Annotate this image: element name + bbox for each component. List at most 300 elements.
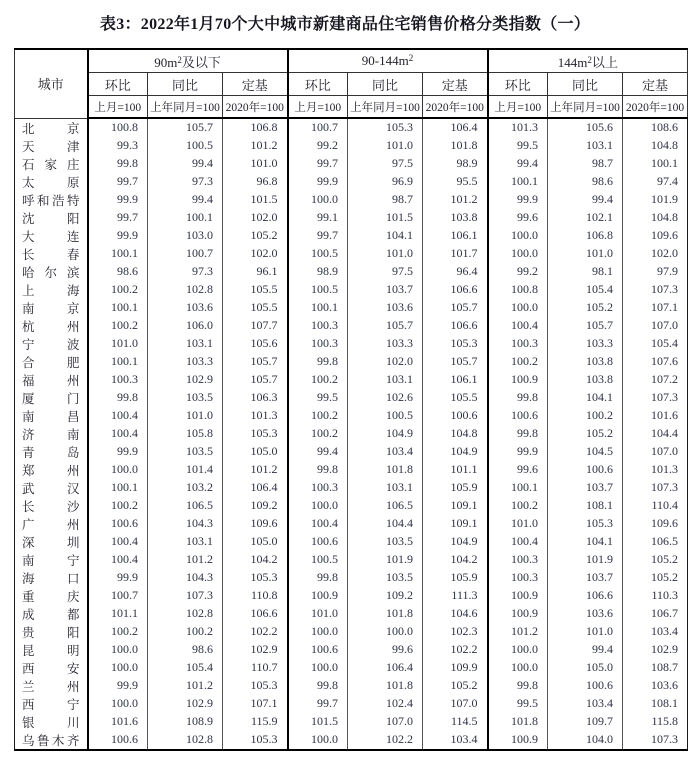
value-cell-yoy: 101.0	[548, 623, 623, 641]
value-cell-mom: 100.7	[288, 118, 348, 137]
city-name-cell: 贵阳	[15, 623, 88, 641]
value-cell-fixed-base: 105.2	[651, 570, 679, 584]
value-cell-mom: 100.2	[88, 497, 148, 515]
value-cell-mom: 100.9	[488, 731, 548, 750]
value-cell-mom: 99.8	[288, 461, 348, 479]
value-cell-mom: 99.4	[488, 155, 548, 173]
city-name-cell: 哈尔滨	[15, 263, 88, 281]
value-cell-mom: 100.2	[288, 371, 348, 389]
value-cell-mom: 100.0	[88, 641, 148, 659]
value-cell-mom: 99.9	[488, 443, 548, 461]
value-cell-yoy: 100.0	[348, 623, 423, 641]
value-cell-mom: 100.5	[288, 245, 348, 263]
col-header-mom: 环比	[88, 73, 148, 96]
value-cell-mom: 100.1	[88, 479, 148, 497]
value-cell-fixed-base: 102.0	[651, 246, 679, 260]
value-cell-yoy: 102.8	[148, 281, 223, 299]
value-cell-yoy: 103.2	[148, 479, 223, 497]
value-cell-yoy: 105.3	[548, 515, 623, 533]
value-cell-yoy: 104.1	[548, 533, 623, 551]
value-cell-yoy: 97.3	[148, 263, 223, 281]
value-cell-fixed-base: 105.6	[223, 335, 288, 353]
table-row	[15, 173, 688, 191]
city-name-cell: 上海	[15, 281, 88, 299]
value-cell-yoy: 107.3	[148, 587, 223, 605]
value-cell-yoy: 102.2	[348, 731, 423, 750]
value-cell-fixed-base: 101.3	[223, 407, 288, 425]
value-cell-mom: 99.5	[288, 389, 348, 407]
value-cell-fixed-base: 102.3	[423, 623, 488, 641]
value-cell-yoy: 101.8	[348, 461, 423, 479]
value-cell-mom: 100.0	[488, 659, 548, 677]
table-row	[15, 118, 688, 137]
value-cell-yoy: 101.0	[148, 407, 223, 425]
table-row	[15, 533, 688, 551]
city-name-cell: 石家庄	[15, 155, 88, 173]
value-cell-mom: 100.6	[88, 515, 148, 533]
value-cell-yoy: 103.1	[148, 335, 223, 353]
col-header-fixed-base: 定基	[223, 73, 288, 96]
value-cell-yoy: 104.0	[548, 731, 623, 750]
value-cell-mom: 100.1	[488, 479, 548, 497]
value-cell-yoy: 105.2	[548, 299, 623, 317]
value-cell-fixed-base: 101.8	[423, 137, 488, 155]
value-cell-yoy: 103.8	[548, 371, 623, 389]
value-cell-fixed-base: 106.1	[423, 227, 488, 245]
value-cell-fixed-base: 102.2	[423, 641, 488, 659]
city-name-cell: 天津	[15, 137, 88, 155]
value-cell-fixed-base: 103.6	[651, 678, 679, 692]
value-cell-yoy: 103.4	[348, 443, 423, 461]
value-cell-yoy: 101.0	[548, 245, 623, 263]
value-cell-fixed-base: 105.7	[223, 353, 288, 371]
value-cell-mom: 100.6	[288, 641, 348, 659]
table-row	[15, 299, 688, 317]
value-cell-yoy: 101.8	[348, 677, 423, 695]
value-cell-mom: 100.6	[88, 731, 148, 750]
value-cell-mom: 99.9	[88, 191, 148, 209]
value-cell-yoy: 103.6	[548, 605, 623, 623]
value-cell-fixed-base: 110.7	[223, 659, 288, 677]
value-cell-mom: 99.5	[488, 695, 548, 713]
value-cell-mom: 100.1	[488, 173, 548, 191]
city-name-cell: 大连	[15, 227, 88, 245]
value-cell-mom: 100.0	[488, 641, 548, 659]
value-cell-mom: 100.0	[88, 461, 148, 479]
value-cell-fixed-base: 110.3	[651, 588, 679, 602]
value-cell-mom: 101.2	[488, 623, 548, 641]
city-name-cell: 南京	[15, 299, 88, 317]
value-cell-yoy: 101.4	[148, 461, 223, 479]
base-label-prev-month: 上月=100	[288, 96, 348, 119]
value-cell-mom: 99.8	[488, 389, 548, 407]
base-label-2020: 2020年=100	[623, 96, 688, 119]
value-cell-mom: 99.9	[88, 677, 148, 695]
value-cell-fixed-base: 106.7	[651, 606, 679, 620]
value-cell-fixed-base: 115.8	[651, 714, 679, 728]
value-cell-yoy: 103.1	[148, 533, 223, 551]
value-cell-yoy: 104.3	[148, 515, 223, 533]
value-cell-fixed-base: 102.2	[223, 623, 288, 641]
value-cell-fixed-base: 102.0	[223, 245, 288, 263]
table-row	[15, 569, 688, 587]
value-cell-fixed-base: 111.3	[423, 587, 488, 605]
value-cell-mom: 100.6	[288, 533, 348, 551]
value-cell-yoy: 105.2	[548, 425, 623, 443]
col-header-mom: 环比	[488, 73, 548, 96]
value-cell-fixed-base: 106.6	[423, 281, 488, 299]
value-cell-fixed-base: 105.7	[223, 371, 288, 389]
value-cell-fixed-base: 107.7	[223, 317, 288, 335]
col-group-90-144	[288, 49, 488, 73]
value-cell-mom: 100.0	[288, 191, 348, 209]
value-cell-fixed-base: 104.6	[423, 605, 488, 623]
value-cell-fixed-base: 104.8	[651, 210, 679, 224]
value-cell-yoy: 103.1	[348, 479, 423, 497]
value-cell-fixed-base: 105.9	[423, 569, 488, 587]
value-cell-fixed-base: 105.7	[423, 353, 488, 371]
table-row	[15, 695, 688, 713]
value-cell-yoy: 101.2	[148, 551, 223, 569]
city-name-cell: 南宁	[15, 551, 88, 569]
value-cell-fixed-base: 109.2	[223, 497, 288, 515]
value-cell-yoy: 109.7	[548, 713, 623, 731]
table-row	[15, 623, 688, 641]
value-cell-yoy: 105.7	[548, 317, 623, 335]
value-cell-yoy: 105.7	[348, 317, 423, 335]
value-cell-yoy: 103.5	[148, 389, 223, 407]
value-cell-yoy: 102.1	[548, 209, 623, 227]
value-cell-fixed-base: 110.8	[223, 587, 288, 605]
value-cell-fixed-base: 106.5	[651, 534, 679, 548]
value-cell-yoy: 99.6	[348, 641, 423, 659]
value-cell-mom: 99.7	[288, 227, 348, 245]
value-cell-yoy: 98.6	[548, 173, 623, 191]
value-cell-mom: 100.0	[88, 695, 148, 713]
value-cell-yoy: 103.7	[348, 281, 423, 299]
value-cell-mom: 101.6	[88, 713, 148, 731]
value-cell-yoy: 101.8	[348, 605, 423, 623]
city-name-cell: 宁波	[15, 335, 88, 353]
value-cell-mom: 100.3	[288, 335, 348, 353]
value-cell-mom: 100.6	[488, 407, 548, 425]
value-cell-mom: 100.0	[288, 659, 348, 677]
city-name-cell: 海口	[15, 569, 88, 587]
value-cell-yoy: 101.5	[348, 209, 423, 227]
table-row	[15, 353, 688, 371]
value-cell-fixed-base: 105.0	[223, 443, 288, 461]
value-cell-mom: 100.0	[288, 623, 348, 641]
value-cell-mom: 99.8	[288, 353, 348, 371]
table-row	[15, 371, 688, 389]
table-row	[15, 551, 688, 569]
value-cell-fixed-base: 105.3	[223, 425, 288, 443]
table-row	[15, 335, 688, 353]
value-cell-yoy: 102.9	[148, 695, 223, 713]
header-row-groups	[15, 49, 688, 73]
value-cell-yoy: 100.5	[148, 137, 223, 155]
value-cell-yoy: 103.6	[148, 299, 223, 317]
col-group-90-and-below	[88, 49, 288, 73]
value-cell-mom: 100.4	[88, 407, 148, 425]
value-cell-fixed-base: 105.4	[651, 336, 679, 350]
value-cell-mom: 100.2	[288, 425, 348, 443]
value-cell-mom: 99.8	[288, 677, 348, 695]
value-cell-mom: 100.9	[488, 605, 548, 623]
value-cell-mom: 100.3	[288, 479, 348, 497]
value-cell-fixed-base: 100.6	[423, 407, 488, 425]
value-cell-fixed-base: 101.2	[423, 191, 488, 209]
group-label-superscript: 2	[408, 53, 414, 63]
col-header-mom: 环比	[288, 73, 348, 96]
table-title: 表3：2022年1月70个大中城市新建商品住宅销售价格分类指数（一）	[99, 16, 591, 33]
value-cell-yoy: 100.7	[148, 245, 223, 263]
city-name-cell: 沈阳	[15, 209, 88, 227]
city-name-cell: 成都	[15, 605, 88, 623]
group-label-superscript: 2	[587, 54, 592, 65]
value-cell-fixed-base: 105.2	[423, 677, 488, 695]
value-cell-yoy: 106.4	[348, 659, 423, 677]
value-cell-mom: 99.9	[88, 443, 148, 461]
city-name-cell: 北京	[15, 118, 88, 137]
value-cell-yoy: 105.3	[348, 118, 423, 137]
value-cell-fixed-base: 96.4	[423, 263, 488, 281]
value-cell-fixed-base: 110.4	[651, 498, 679, 512]
group-label-text: 90m	[154, 54, 178, 70]
value-cell-mom: 100.3	[88, 371, 148, 389]
value-cell-yoy: 102.0	[348, 353, 423, 371]
value-cell-mom: 101.0	[488, 515, 548, 533]
value-cell-fixed-base: 107.1	[223, 695, 288, 713]
city-name-cell: 合肥	[15, 353, 88, 371]
value-cell-yoy: 104.9	[348, 425, 423, 443]
value-cell-yoy: 104.5	[548, 443, 623, 461]
table-row	[15, 317, 688, 335]
value-cell-mom: 100.5	[288, 281, 348, 299]
value-cell-fixed-base: 109.9	[423, 659, 488, 677]
value-cell-yoy: 109.2	[348, 587, 423, 605]
value-cell-fixed-base: 105.5	[423, 389, 488, 407]
value-cell-yoy: 107.0	[348, 713, 423, 731]
value-cell-yoy: 106.8	[548, 227, 623, 245]
value-cell-yoy: 108.1	[548, 497, 623, 515]
value-cell-yoy: 103.5	[348, 533, 423, 551]
value-cell-fixed-base: 97.4	[657, 174, 679, 188]
value-cell-mom: 100.0	[288, 497, 348, 515]
value-cell-mom: 100.4	[88, 533, 148, 551]
value-cell-mom: 99.7	[288, 695, 348, 713]
value-cell-fixed-base: 109.6	[651, 516, 679, 530]
base-label-same-month-last-year: 上年同月=100	[148, 96, 223, 119]
value-cell-mom: 99.1	[288, 209, 348, 227]
table-row	[15, 263, 688, 281]
value-cell-fixed-base: 106.4	[223, 479, 288, 497]
value-cell-fixed-base: 105.9	[423, 479, 488, 497]
value-cell-yoy: 100.1	[148, 209, 223, 227]
base-label-2020: 2020年=100	[223, 96, 288, 119]
value-cell-fixed-base: 103.8	[423, 209, 488, 227]
value-cell-fixed-base: 102.9	[223, 641, 288, 659]
value-cell-yoy: 106.0	[148, 317, 223, 335]
value-cell-yoy: 103.5	[348, 569, 423, 587]
city-name-cell: 乌鲁木齐	[15, 731, 88, 750]
value-cell-mom: 100.1	[88, 245, 148, 263]
value-cell-fixed-base: 101.6	[651, 408, 679, 422]
value-cell-fixed-base: 107.6	[651, 354, 679, 368]
value-cell-fixed-base: 101.7	[423, 245, 488, 263]
table-row	[15, 389, 688, 407]
value-cell-fixed-base: 101.2	[223, 461, 288, 479]
value-cell-mom: 99.8	[88, 389, 148, 407]
value-cell-fixed-base: 105.2	[223, 227, 288, 245]
value-cell-yoy: 97.5	[348, 155, 423, 173]
base-label-same-month-last-year: 上年同月=100	[348, 96, 423, 119]
value-cell-yoy: 102.8	[148, 605, 223, 623]
value-cell-yoy: 98.7	[548, 155, 623, 173]
table-row	[15, 587, 688, 605]
value-cell-mom: 100.4	[88, 425, 148, 443]
value-cell-mom: 100.0	[488, 245, 548, 263]
value-cell-yoy: 101.2	[148, 677, 223, 695]
value-cell-fixed-base: 105.3	[223, 731, 288, 750]
value-cell-mom: 100.2	[488, 353, 548, 371]
table-row	[15, 605, 688, 623]
value-cell-mom: 99.8	[488, 677, 548, 695]
value-cell-fixed-base: 104.2	[423, 551, 488, 569]
value-cell-mom: 100.2	[88, 623, 148, 641]
value-cell-yoy: 103.4	[548, 695, 623, 713]
table-row	[15, 659, 688, 677]
value-cell-fixed-base: 96.1	[223, 263, 288, 281]
col-header-fixed-base: 定基	[423, 73, 488, 96]
base-label-prev-month: 上月=100	[88, 96, 148, 119]
value-cell-mom: 100.4	[88, 551, 148, 569]
table-row	[15, 713, 688, 731]
value-cell-mom: 101.3	[488, 118, 548, 137]
value-cell-mom: 101.0	[88, 335, 148, 353]
value-cell-fixed-base: 108.7	[651, 660, 679, 674]
value-cell-fixed-base: 107.2	[651, 372, 679, 386]
value-cell-yoy: 106.5	[148, 497, 223, 515]
value-cell-yoy: 104.4	[348, 515, 423, 533]
value-cell-fixed-base: 105.3	[423, 335, 488, 353]
table-row	[15, 407, 688, 425]
value-cell-mom: 101.0	[288, 605, 348, 623]
value-cell-fixed-base: 100.1	[651, 156, 679, 170]
value-cell-fixed-base: 105.7	[423, 299, 488, 317]
value-cell-yoy: 100.5	[348, 407, 423, 425]
value-cell-fixed-base: 106.1	[423, 371, 488, 389]
table-row	[15, 479, 688, 497]
value-cell-mom: 100.2	[88, 317, 148, 335]
table-row	[15, 461, 688, 479]
value-cell-yoy: 103.3	[148, 353, 223, 371]
value-cell-fixed-base: 101.0	[223, 155, 288, 173]
value-cell-yoy: 105.4	[548, 281, 623, 299]
table-row	[15, 731, 688, 750]
group-label-text: 144m	[557, 54, 588, 70]
value-cell-yoy: 103.5	[148, 443, 223, 461]
value-cell-fixed-base: 108.6	[651, 120, 679, 135]
city-name-cell: 郑州	[15, 461, 88, 479]
value-cell-fixed-base: 105.3	[223, 569, 288, 587]
group-label-text: 90-144m	[361, 53, 409, 68]
table-row	[15, 443, 688, 461]
value-cell-mom: 99.8	[488, 425, 548, 443]
value-cell-mom: 99.9	[288, 173, 348, 191]
value-cell-fixed-base: 101.9	[651, 192, 679, 206]
value-cell-yoy: 99.4	[548, 191, 623, 209]
value-cell-fixed-base: 109.1	[423, 515, 488, 533]
value-cell-mom: 101.5	[288, 713, 348, 731]
city-name-cell: 广州	[15, 515, 88, 533]
value-cell-yoy: 96.9	[348, 173, 423, 191]
value-cell-fixed-base: 95.5	[423, 173, 488, 191]
value-cell-mom: 100.9	[288, 587, 348, 605]
value-cell-mom: 99.2	[488, 263, 548, 281]
value-cell-fixed-base: 107.3	[651, 390, 679, 404]
value-cell-mom: 100.1	[88, 299, 148, 317]
value-cell-yoy: 105.4	[148, 659, 223, 677]
value-cell-mom: 99.3	[88, 137, 148, 155]
table-row	[15, 191, 688, 209]
value-cell-mom: 100.4	[288, 515, 348, 533]
value-cell-mom: 100.5	[288, 551, 348, 569]
value-cell-yoy: 104.3	[148, 569, 223, 587]
city-name-cell: 重庆	[15, 587, 88, 605]
value-cell-yoy: 103.3	[348, 335, 423, 353]
value-cell-mom: 100.2	[288, 407, 348, 425]
value-cell-fixed-base: 109.1	[423, 497, 488, 515]
value-cell-yoy: 103.7	[548, 569, 623, 587]
base-label-2020: 2020年=100	[423, 96, 488, 119]
base-label-same-month-last-year: 上年同月=100	[548, 96, 623, 119]
value-cell-mom: 101.1	[88, 605, 148, 623]
value-cell-fixed-base: 106.4	[423, 118, 488, 137]
value-cell-mom: 100.3	[288, 317, 348, 335]
value-cell-yoy: 100.2	[548, 407, 623, 425]
city-name-cell: 厦门	[15, 389, 88, 407]
value-cell-yoy: 99.4	[148, 191, 223, 209]
table-row	[15, 425, 688, 443]
table-row	[15, 677, 688, 695]
price-index-table	[14, 48, 688, 751]
col-header-yoy: 同比	[148, 73, 223, 96]
value-cell-mom: 99.7	[88, 173, 148, 191]
city-name-cell: 昆明	[15, 641, 88, 659]
value-cell-mom: 98.9	[288, 263, 348, 281]
value-cell-mom: 101.8	[488, 713, 548, 731]
table-row	[15, 245, 688, 263]
group-label-superscript: 2	[177, 54, 182, 65]
value-cell-fixed-base: 105.3	[223, 677, 288, 695]
value-cell-mom: 100.0	[488, 227, 548, 245]
value-cell-yoy: 100.2	[148, 623, 223, 641]
col-header-yoy: 同比	[348, 73, 423, 96]
city-name-cell: 银川	[15, 713, 88, 731]
value-cell-yoy: 101.0	[348, 245, 423, 263]
table-row	[15, 641, 688, 659]
value-cell-mom: 100.9	[488, 587, 548, 605]
col-header-city: 城市	[15, 49, 88, 118]
value-cell-mom: 100.0	[88, 659, 148, 677]
value-cell-fixed-base: 106.6	[423, 317, 488, 335]
value-cell-fixed-base: 107.0	[651, 444, 679, 458]
value-cell-fixed-base: 104.8	[423, 425, 488, 443]
table-row	[15, 281, 688, 299]
city-name-cell: 杭州	[15, 317, 88, 335]
base-label-prev-month: 上月=100	[488, 96, 548, 119]
